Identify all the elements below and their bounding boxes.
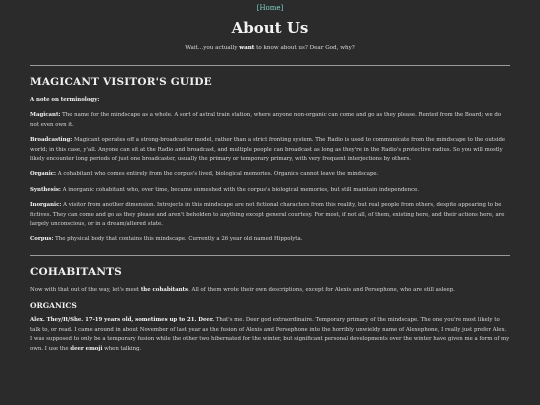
- term-label: Magicant:: [30, 112, 61, 119]
- divider: [30, 65, 510, 66]
- guide-heading: MAGICANT VISITOR'S GUIDE: [30, 76, 212, 88]
- intro-emphasis: the cohabitants: [140, 286, 189, 293]
- term-definition: A inorganic cohabitant who, over time, became enmeshed with the corpus's biological memories, but still maintain independence.: [60, 186, 420, 193]
- terminology-note: [30, 96, 510, 105]
- tagline-pre: Wait...you actually: [185, 45, 240, 51]
- term-inorganic: [30, 201, 510, 229]
- page-tagline: [30, 45, 510, 51]
- term-label: Broadcasting:: [30, 137, 73, 144]
- cohabitants-intro: [30, 286, 510, 295]
- home-link[interactable]: [Home]: [256, 4, 284, 12]
- term-organic: [30, 170, 510, 179]
- term-label: Synthesis:: [30, 186, 61, 193]
- term-definition: Magicant operates off a strong-broadcaster model, rather than a strict fronting system. The Radio is used to communicate from the mindscape to the outside world; in this case, y'all. Anyone can sit at the Radio and broadcast, and multiple people can broadcast as long as they're in the Radio's protective radius. So you will mostly likely encounter long periods of just one broadcaster, usually the primary or temporary primary, with very frequent interjections by others.: [30, 137, 506, 163]
- term-label: Organic:: [30, 171, 57, 178]
- term-definition: A visitor from another dimension. Introjects in this mindscape are not fictional characters from this reality, but real people from others, despite appearing to be fictives. They can come and go as they please and aren't beholden to anything except general courtesy. For most, if not all, of them, existing here, and their actions here, are largely unconscious, or in a dream/altered state.: [30, 202, 505, 228]
- page-title: About Us: [231, 19, 309, 37]
- term-definition: A cohabitant who comes entirely from the corpus's lived, biological memories. Organics cannot leave the mindscape.: [56, 171, 379, 178]
- cohabitants-heading: COHABITANTS: [30, 265, 122, 278]
- tagline-emphasis: want: [239, 45, 255, 51]
- divider: [30, 255, 510, 256]
- top-nav: [30, 3, 510, 13]
- tagline-post: to know about us? Dear God, why?: [254, 45, 355, 51]
- term-definition: The physical body that contains this mindscape. Currently a 26 year old named Hippolyta.: [53, 236, 303, 243]
- term-broadcasting: [30, 136, 510, 164]
- intro-post: . All of them wrote their own descriptions, except for Alexis and Persephone, who are still asleep.: [188, 286, 455, 293]
- about-page: [30, 0, 510, 354]
- terminology-heading: A note on terminology:: [30, 97, 100, 103]
- term-magicant: [30, 111, 510, 130]
- term-label: Inorganic:: [30, 202, 62, 209]
- term-synthesis: [30, 186, 510, 195]
- intro-pre: Now with that out of the way, let's meet: [30, 286, 141, 293]
- emoji-note: deer emoji: [70, 345, 103, 352]
- organics-heading: ORGANICS: [30, 301, 77, 311]
- cohabitant-description-end: when talking.: [102, 345, 142, 352]
- term-corpus: [30, 235, 510, 244]
- cohabitant-name: Alex. They/It/She. 17-19 years old, sometimes up to 21. Deer.: [30, 317, 215, 324]
- term-definition: The name for the mindscape as a whole. A sort of astral train station, where anyone non-organic can come and go as they please. Rented from the Board; we do not even own it.: [30, 112, 502, 128]
- term-label: Corpus:: [30, 236, 54, 243]
- cohabitant-alex: [30, 316, 510, 354]
- cohabitant-description: That's me. Deer god extraordinaire. Temporary primary of the mindscape. The one you're most likely to talk to, or read. I came around in about November of last year as the fusion of Alexis and Persephone into the horribly unwieldy name of Alexephone, I really just prefer Alex. I was supposed to only be a temporary fusion while the other two hibernated for the winter, but significant personal developments over the winter have given me a form of my own. I use the: [30, 317, 510, 352]
